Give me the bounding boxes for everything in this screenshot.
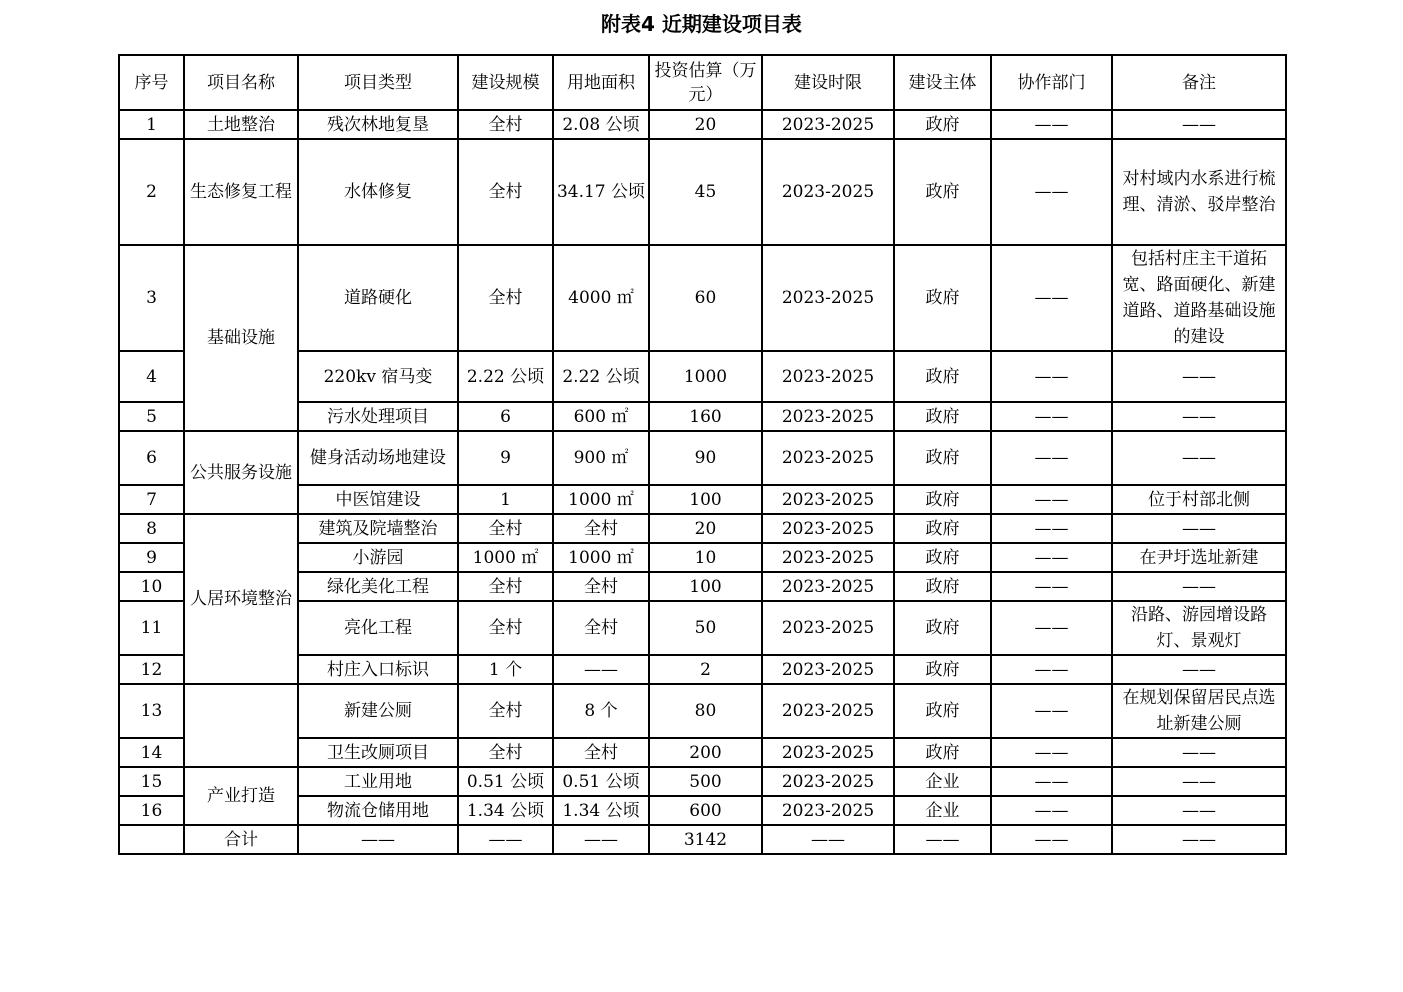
cell-type: 村庄入口标识 (298, 655, 458, 684)
cell-no: 11 (119, 601, 184, 655)
group-name-cell: 生态修复工程 (184, 139, 298, 245)
cell-period: 2023-2025 (762, 402, 894, 431)
cell-type: 卫生改厕项目 (298, 738, 458, 767)
header-cell: 用地面积 (553, 55, 649, 110)
group-name-cell: 公共服务设施 (184, 431, 298, 514)
cell-partner: —— (991, 655, 1112, 684)
cell-invest: 100 (649, 485, 762, 514)
table-row (119, 431, 1286, 485)
project-table (118, 54, 1287, 855)
cell-owner: 政府 (894, 738, 991, 767)
cell-type: 建筑及院墙整治 (298, 514, 458, 543)
cell-no: 8 (119, 514, 184, 543)
cell-no: 14 (119, 738, 184, 767)
cell-scale: 1 个 (458, 655, 553, 684)
cell-owner: 政府 (894, 485, 991, 514)
cell-partner: —— (991, 767, 1112, 796)
cell-note: 位于村部北侧 (1112, 485, 1286, 514)
cell-no: 10 (119, 572, 184, 601)
cell-area: 600 ㎡ (553, 402, 649, 431)
cell-type: 道路硬化 (298, 245, 458, 351)
cell-invest: 600 (649, 796, 762, 825)
cell-scale: 全村 (458, 514, 553, 543)
cell-note: 在尹圩选址新建 (1112, 543, 1286, 572)
cell-invest: 20 (649, 514, 762, 543)
cell-period: 2023-2025 (762, 485, 894, 514)
cell-no: 2 (119, 139, 184, 245)
cell-area: 1.34 公顷 (553, 796, 649, 825)
cell-period: 2023-2025 (762, 572, 894, 601)
cell-type: 物流仓储用地 (298, 796, 458, 825)
cell-note: —— (1112, 514, 1286, 543)
cell-invest: 20 (649, 110, 762, 139)
cell-no: 3 (119, 245, 184, 351)
cell-scale: 2.22 公顷 (458, 351, 553, 402)
cell-no (119, 825, 184, 854)
cell-area: 2.22 公顷 (553, 351, 649, 402)
cell-owner: 政府 (894, 245, 991, 351)
cell-area: 2.08 公顷 (553, 110, 649, 139)
table-row (119, 245, 1286, 351)
cell-type: 残次林地复垦 (298, 110, 458, 139)
cell-partner: —— (991, 684, 1112, 738)
cell-period: 2023-2025 (762, 110, 894, 139)
cell-partner: —— (991, 351, 1112, 402)
cell-area: 0.51 公顷 (553, 767, 649, 796)
cell-no: 6 (119, 431, 184, 485)
cell-type: 污水处理项目 (298, 402, 458, 431)
cell-type: 220kv 宿马变 (298, 351, 458, 402)
cell-period: 2023-2025 (762, 655, 894, 684)
cell-scale: 6 (458, 402, 553, 431)
total-invest: 3142 (649, 825, 762, 854)
header-row (119, 55, 1286, 110)
cell-period: 2023-2025 (762, 514, 894, 543)
cell-scale: 1000 ㎡ (458, 543, 553, 572)
cell-type: 绿化美化工程 (298, 572, 458, 601)
cell-area: 1000 ㎡ (553, 485, 649, 514)
cell-period: 2023-2025 (762, 351, 894, 402)
cell-note: —— (1112, 402, 1286, 431)
cell-no: 1 (119, 110, 184, 139)
table-row (119, 139, 1286, 245)
cell-partner: —— (991, 110, 1112, 139)
cell-scale: 全村 (458, 572, 553, 601)
table-row (119, 684, 1286, 738)
header-cell: 项目名称 (184, 55, 298, 110)
cell-owner: 企业 (894, 767, 991, 796)
cell-area: 全村 (553, 601, 649, 655)
cell-period: 2023-2025 (762, 601, 894, 655)
total-row (119, 825, 1286, 854)
cell-note: —— (1112, 655, 1286, 684)
group-name-cell: 产业打造 (184, 767, 298, 825)
cell-owner: 政府 (894, 431, 991, 485)
cell-note: 对村域内水系进行梳理、清淤、驳岸整治 (1112, 139, 1286, 245)
cell-invest: 200 (649, 738, 762, 767)
group-name-cell: 土地整治 (184, 110, 298, 139)
cell-scale: 全村 (458, 601, 553, 655)
cell-type: —— (298, 825, 458, 854)
cell-no: 9 (119, 543, 184, 572)
cell-invest: 90 (649, 431, 762, 485)
cell-scale: 1.34 公顷 (458, 796, 553, 825)
group-name-cell (184, 684, 298, 767)
cell-owner: 政府 (894, 402, 991, 431)
cell-note: —— (1112, 825, 1286, 854)
header-cell: 协作部门 (991, 55, 1112, 110)
cell-partner: —— (991, 825, 1112, 854)
cell-note: —— (1112, 431, 1286, 485)
cell-type: 小游园 (298, 543, 458, 572)
cell-owner: 政府 (894, 601, 991, 655)
cell-no: 4 (119, 351, 184, 402)
cell-owner: 政府 (894, 351, 991, 402)
cell-owner: 政府 (894, 139, 991, 245)
cell-invest: 10 (649, 543, 762, 572)
cell-owner: 政府 (894, 543, 991, 572)
header-cell: 建设时限 (762, 55, 894, 110)
cell-invest: 100 (649, 572, 762, 601)
cell-scale: 9 (458, 431, 553, 485)
cell-partner: —— (991, 738, 1112, 767)
table-row (119, 110, 1286, 139)
cell-scale: —— (458, 825, 553, 854)
cell-scale: 全村 (458, 139, 553, 245)
cell-no: 13 (119, 684, 184, 738)
cell-partner: —— (991, 402, 1112, 431)
cell-invest: 500 (649, 767, 762, 796)
cell-scale: 全村 (458, 684, 553, 738)
header-cell: 建设规模 (458, 55, 553, 110)
cell-scale: 全村 (458, 110, 553, 139)
cell-invest: 2 (649, 655, 762, 684)
cell-note: —— (1112, 767, 1286, 796)
header-cell: 投资估算（万元） (649, 55, 762, 110)
header-cell: 序号 (119, 55, 184, 110)
cell-no: 12 (119, 655, 184, 684)
header-cell: 建设主体 (894, 55, 991, 110)
cell-invest: 45 (649, 139, 762, 245)
cell-area: —— (553, 825, 649, 854)
cell-partner: —— (991, 543, 1112, 572)
cell-note: —— (1112, 572, 1286, 601)
group-name-cell: 人居环境整治 (184, 514, 298, 684)
cell-invest: 80 (649, 684, 762, 738)
cell-period: 2023-2025 (762, 738, 894, 767)
cell-area: 4000 ㎡ (553, 245, 649, 351)
cell-note: —— (1112, 738, 1286, 767)
cell-note: 包括村庄主干道拓宽、路面硬化、新建道路、道路基础设施的建设 (1112, 245, 1286, 351)
cell-area: 8 个 (553, 684, 649, 738)
cell-partner: —— (991, 485, 1112, 514)
cell-note: 在规划保留居民点选址新建公厕 (1112, 684, 1286, 738)
cell-type: 新建公厕 (298, 684, 458, 738)
cell-area: —— (553, 655, 649, 684)
cell-type: 亮化工程 (298, 601, 458, 655)
cell-note: —— (1112, 351, 1286, 402)
cell-invest: 160 (649, 402, 762, 431)
header-cell: 备注 (1112, 55, 1286, 110)
cell-owner: 政府 (894, 572, 991, 601)
cell-no: 16 (119, 796, 184, 825)
cell-invest: 1000 (649, 351, 762, 402)
cell-scale: 全村 (458, 738, 553, 767)
cell-owner: 企业 (894, 796, 991, 825)
cell-period: 2023-2025 (762, 796, 894, 825)
cell-type: 工业用地 (298, 767, 458, 796)
cell-type: 中医馆建设 (298, 485, 458, 514)
cell-area: 34.17 公顷 (553, 139, 649, 245)
cell-partner: —— (991, 601, 1112, 655)
cell-area: 900 ㎡ (553, 431, 649, 485)
cell-invest: 60 (649, 245, 762, 351)
table-row (119, 514, 1286, 543)
cell-owner: 政府 (894, 110, 991, 139)
cell-partner: —— (991, 514, 1112, 543)
cell-period: 2023-2025 (762, 684, 894, 738)
cell-note: —— (1112, 796, 1286, 825)
table-row (119, 767, 1286, 796)
cell-scale: 0.51 公顷 (458, 767, 553, 796)
cell-period: —— (762, 825, 894, 854)
cell-period: 2023-2025 (762, 245, 894, 351)
cell-no: 5 (119, 402, 184, 431)
page-title: 附表4 近期建设项目表 (601, 12, 802, 36)
cell-owner: 政府 (894, 684, 991, 738)
cell-partner: —— (991, 572, 1112, 601)
cell-type: 健身活动场地建设 (298, 431, 458, 485)
cell-area: 1000 ㎡ (553, 543, 649, 572)
cell-period: 2023-2025 (762, 543, 894, 572)
cell-scale: 全村 (458, 245, 553, 351)
cell-area: 全村 (553, 572, 649, 601)
cell-area: 全村 (553, 514, 649, 543)
cell-note: 沿路、游园增设路灯、景观灯 (1112, 601, 1286, 655)
cell-area: 全村 (553, 738, 649, 767)
cell-partner: —— (991, 139, 1112, 245)
cell-partner: —— (991, 245, 1112, 351)
cell-invest: 50 (649, 601, 762, 655)
cell-owner: 政府 (894, 655, 991, 684)
group-name-cell: 基础设施 (184, 245, 298, 431)
cell-type: 水体修复 (298, 139, 458, 245)
cell-partner: —— (991, 431, 1112, 485)
cell-note: —— (1112, 110, 1286, 139)
total-label: 合计 (184, 825, 298, 854)
cell-owner: —— (894, 825, 991, 854)
cell-period: 2023-2025 (762, 431, 894, 485)
cell-no: 7 (119, 485, 184, 514)
cell-period: 2023-2025 (762, 767, 894, 796)
header-cell: 项目类型 (298, 55, 458, 110)
cell-partner: —— (991, 796, 1112, 825)
cell-period: 2023-2025 (762, 139, 894, 245)
cell-owner: 政府 (894, 514, 991, 543)
cell-scale: 1 (458, 485, 553, 514)
cell-no: 15 (119, 767, 184, 796)
